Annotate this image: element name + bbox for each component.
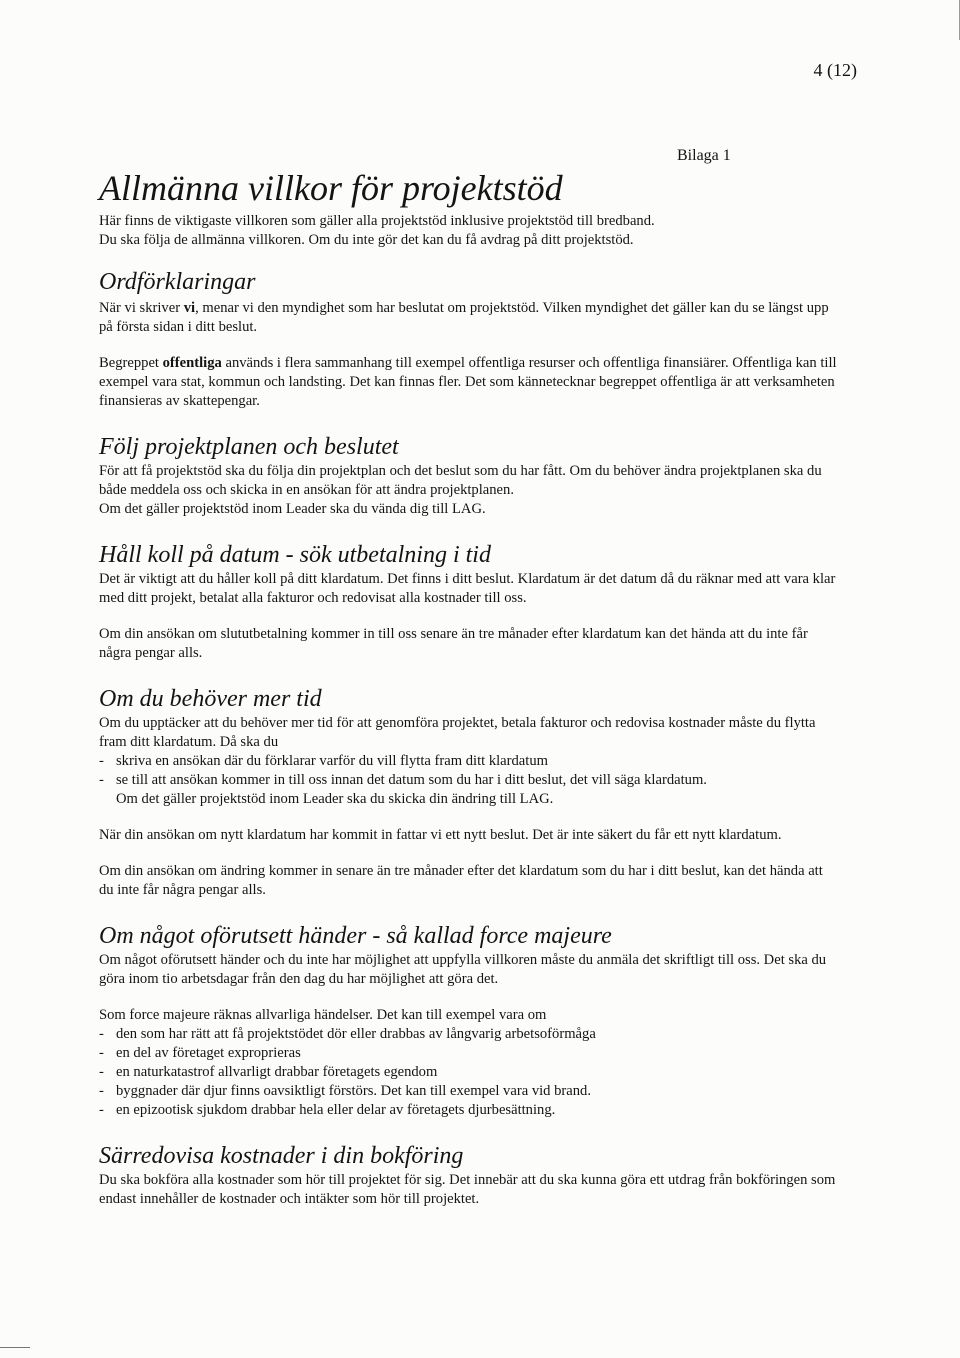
section-heading: Särredovisa kostnader i din bokföring [99, 1143, 464, 1169]
document-title: Allmänna villkor för projektstöd [99, 168, 563, 208]
definition-offentliga: Begreppet offentliga används i flera sammanhang till exempel offentliga resurser och offentliga finansiärer. Offentliga kan till exempel vara stat, kommun och landsting. Det kan finnas fler. Det som kännetecknar begreppet offentliga är att verksamheten finansieras av skattepengar. [99, 355, 837, 409]
intro-line-1: Här finns de viktigaste villkoren som gäller alla projektstöd inklusive projektstöd till bredband. [99, 213, 655, 229]
paragraph: Om din ansökan om slututbetalning kommer in till oss senare än tre månader efter klardatum kan det hända att du inte får några pengar alls. [99, 626, 808, 661]
document-body [99, 167, 839, 1209]
intro-line-2: Du ska följa de allmänna villkoren. Om du inte gör det kan du få avdrag på ditt projektstöd. [99, 232, 634, 248]
section-bookkeeping [99, 1141, 839, 1209]
paragraph: Om det gäller projektstöd inom Leader ska du skicka din ändring till LAG. [116, 791, 554, 807]
paragraph: Om något oförutsett händer och du inte har möjlighet att uppfylla villkoren måste du anmäla det skriftligt till oss. Det ska du göra inom tio arbetsdagar från den dag du har möjlighet att göra det. [99, 952, 827, 987]
list-item: - en epizootisk sjukdom drabbar hela eller delar av företagets djurbesättning. [99, 1101, 839, 1120]
list-item: - en naturkatastrof allvarligt drabbar företagets egendom [99, 1063, 839, 1082]
bullet-list [99, 752, 839, 790]
paragraph: Om du upptäcker att du behöver mer tid för att genomföra projektet, betala fakturor och redovisa kostnader måste du flytta fram ditt klardatum. Då ska du [99, 715, 816, 750]
section-heading: Om du behöver mer tid [99, 686, 322, 712]
section-force-majeure [99, 921, 839, 1120]
section-heading: Håll koll på datum - sök utbetalning i tid [99, 542, 491, 568]
paragraph: Om din ansökan om ändring kommer in senare än tre månader efter det klardatum som du har i ditt beslut, kan det hända att du inte får några pengar alls. [99, 863, 823, 898]
page-number: 4 (12) [813, 60, 857, 80]
section-dates [99, 540, 839, 663]
section-heading: Följ projektplanen och beslutet [99, 434, 399, 460]
paragraph: För att få projektstöd ska du följa din projektplan och det beslut som du har fått. Om du behöver ändra projektplanen ska du både meddela oss och skicka in en ansökan för att ändra projektplanen. [99, 463, 822, 498]
paragraph: När din ansökan om nytt klardatum har kommit in fattar vi ett nytt beslut. Det är inte säkert du får ett nytt klardatum. [99, 827, 782, 843]
section-heading: Om något oförutsett händer - så kallad force majeure [99, 923, 612, 949]
list-item: - en del av företaget exproprieras [99, 1044, 839, 1063]
paragraph: Det är viktigt att du håller koll på ditt klardatum. Det finns i ditt beslut. Klardatum är det datum då du räknar med att vara klar med ditt projekt, betalat alla fakturor och redovisat alla kostnader till oss. [99, 571, 836, 606]
attachment-label: Bilaga 1 [677, 147, 731, 164]
section-more-time [99, 684, 839, 900]
scan-edge-mark [0, 1347, 30, 1348]
paragraph: Som force majeure räknas allvarliga händelser. Det kan till exempel vara om [99, 1007, 547, 1023]
paragraph: Du ska bokföra alla kostnader som hör till projektet för sig. Det innebär att du ska kunna göra ett utdrag från bokföringen som endast innehåller de kostnader och intäkter som hör till projektet. [99, 1172, 836, 1207]
list-item: - skriva en ansökan där du förklarar varför du vill flytta fram ditt klardatum [99, 752, 839, 771]
section-project-plan [99, 432, 839, 519]
section-definitions [99, 267, 839, 411]
definition-vi: När vi skriver vi, menar vi den myndighet som har beslutat om projektstöd. Vilken myndighet det gäller kan du se längst upp på första sidan i ditt beslut. [99, 300, 829, 335]
bullet-list [99, 1025, 839, 1120]
section-heading: Ordförklaringar [99, 269, 256, 295]
paragraph: Om det gäller projektstöd inom Leader ska du vända dig till LAG. [99, 501, 486, 517]
list-item: - den som har rätt att få projektstödet dör eller drabbas av långvarig arbetsoförmåga [99, 1025, 839, 1044]
list-item: - byggnader där djur finns oavsiktligt förstörs. Det kan till exempel vara vid brand. [99, 1082, 839, 1101]
list-item: - se till att ansökan kommer in till oss innan det datum som du har i ditt beslut, det vill säga klardatum. [99, 771, 839, 790]
